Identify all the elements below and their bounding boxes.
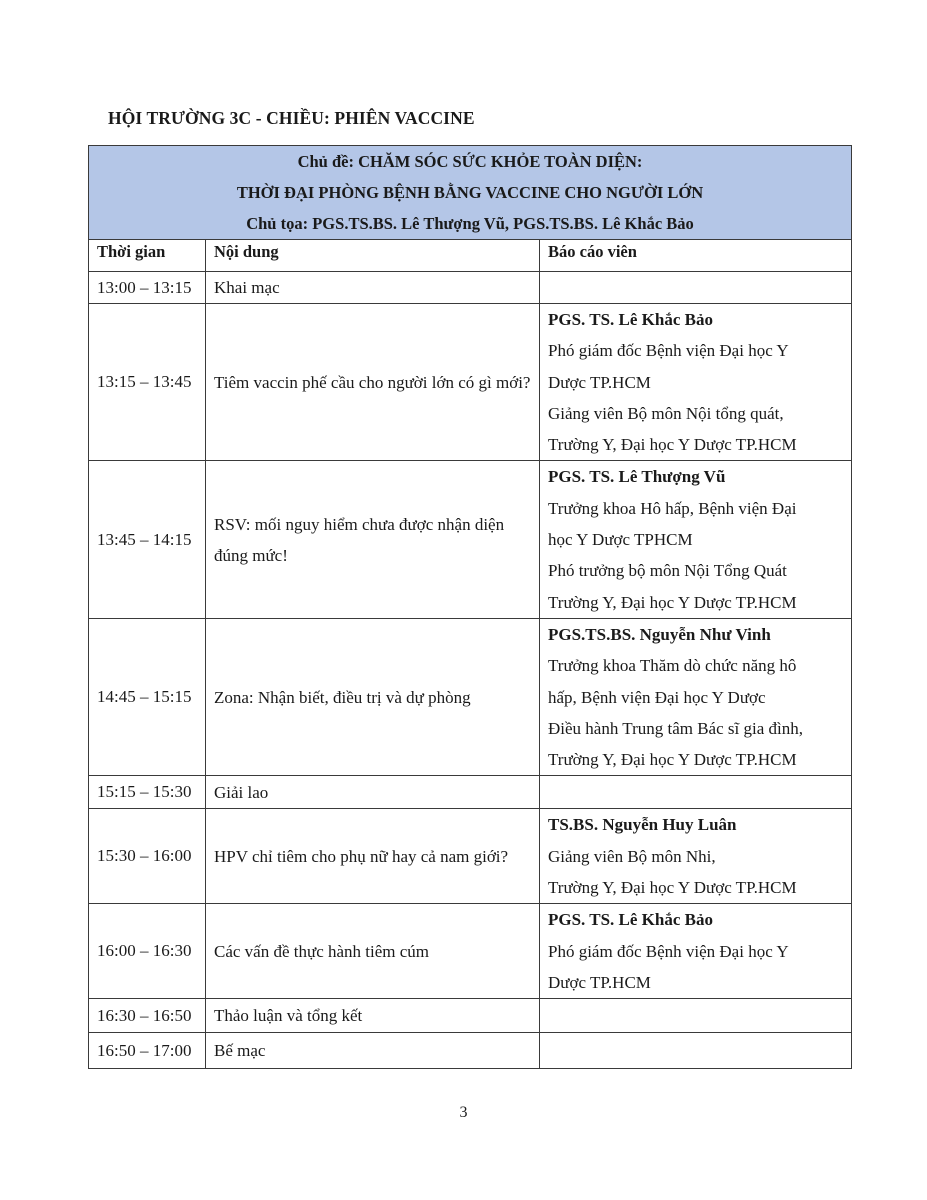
speaker-title-line: Trưởng khoa Hô hấp, Bệnh viện Đại [548, 498, 797, 518]
speaker-cell [540, 461, 852, 618]
speaker-cell [540, 809, 852, 904]
column-header-speaker: Báo cáo viên [540, 240, 852, 272]
speaker-title-line: Phó giám đốc Bệnh viện Đại học Y [548, 341, 789, 361]
table-header-row [89, 240, 852, 272]
speaker-cell [540, 776, 852, 809]
content-cell: HPV chỉ tiêm cho phụ nữ hay cả nam giới? [206, 809, 540, 904]
content-cell: Thảo luận và tổng kết [206, 999, 540, 1033]
speaker-name: PGS. TS. Lê Khắc Bảo [548, 310, 713, 329]
speaker-title-line: Trường Y, Đại học Y Dược TP.HCM [548, 592, 797, 612]
speaker-cell [540, 999, 852, 1033]
time-cell: 16:50 – 17:00 [89, 1033, 206, 1069]
speaker-title-line: Dược TP.HCM [548, 972, 651, 992]
speaker-name: PGS. TS. Lê Thượng Vũ [548, 467, 726, 487]
time-cell: 16:00 – 16:30 [89, 904, 206, 999]
content-cell: Bế mạc [206, 1033, 540, 1069]
content-cell: Zona: Nhận biết, điều trị và dự phòng [206, 618, 540, 775]
column-header-time: Thời gian [89, 240, 206, 272]
speaker-title-line: Dược TP.HCM [548, 372, 651, 392]
table-row [89, 776, 852, 809]
topic-subtitle: THỜI ĐẠI PHÒNG BỆNH BẰNG VACCINE CHO NGƯỜI LỚN [236, 183, 704, 202]
content-cell: Tiêm vaccin phế cầu cho người lớn có gì mới? [206, 304, 540, 461]
time-cell: 16:30 – 16:50 [89, 999, 206, 1033]
table-row [89, 272, 852, 304]
time-cell: 15:30 – 16:00 [89, 809, 206, 904]
speaker-cell [540, 904, 852, 999]
column-header-content: Nội dung [206, 240, 540, 272]
table-row [89, 1033, 852, 1069]
speaker-title-line: Trưởng khoa Thăm dò chức năng hô [548, 656, 797, 676]
content-cell: Các vấn đề thực hành tiêm cúm [206, 904, 540, 999]
speaker-title-line: Trường Y, Đại học Y Dược TP.HCM [548, 750, 797, 770]
speaker-title-line: Trường Y, Đại học Y Dược TP.HCM [548, 878, 797, 898]
speaker-cell [540, 1033, 852, 1069]
table-row [89, 618, 852, 775]
speaker-title-line: Điều hành Trung tâm Bác sĩ gia đình, [548, 718, 803, 738]
speaker-name: PGS.TS.BS. Nguyễn Như Vinh [548, 624, 771, 644]
speaker-cell [540, 618, 852, 775]
chairs-line: Chủ tọa: PGS.TS.BS. Lê Thượng Vũ, PGS.TS.BS. Lê Khắc Bảo [246, 214, 694, 233]
speaker-name: PGS. TS. Lê Khắc Bảo [548, 910, 713, 930]
speaker-title-line: Phó giám đốc Bệnh viện Đại học Y [548, 941, 789, 961]
topic-line: Chủ đề: CHĂM SÓC SỨC KHỎE TOÀN DIỆN: [297, 152, 643, 171]
speaker-title-line: Trường Y, Đại học Y Dược TP.HCM [548, 435, 797, 455]
topic-banner [89, 146, 852, 240]
time-cell: 13:45 – 14:15 [89, 461, 206, 618]
speaker-title-line: Giảng viên Bộ môn Nhi, [548, 846, 716, 866]
time-cell: 13:00 – 13:15 [89, 272, 206, 304]
session-heading: HỘI TRƯỜNG 3C - CHIỀU: PHIÊN VACCINE [108, 108, 475, 128]
content-cell: Khai mạc [206, 272, 540, 304]
time-cell: 15:15 – 15:30 [89, 776, 206, 809]
speaker-title-line: Phó trưởng bộ môn Nội Tổng Quát [548, 561, 787, 581]
table-row [89, 461, 852, 618]
table-row [89, 809, 852, 904]
speaker-name: TS.BS. Nguyễn Huy Luân [548, 815, 737, 835]
time-cell: 13:15 – 13:45 [89, 304, 206, 461]
content-cell: Giải lao [206, 776, 540, 809]
table-row [89, 304, 852, 461]
table-row [89, 999, 852, 1033]
speaker-title-line: hấp, Bệnh viện Đại học Y Dược [548, 687, 766, 707]
time-cell: 14:45 – 15:15 [89, 618, 206, 775]
speaker-title-line: học Y Dược TPHCM [548, 530, 693, 550]
page-number: 3 [459, 1104, 468, 1121]
content-cell: RSV: mối nguy hiểm chưa được nhận diện đúng mức! [206, 461, 540, 618]
program-table [88, 145, 852, 1069]
table-row [89, 904, 852, 999]
speaker-cell [540, 304, 852, 461]
speaker-title-line: Giảng viên Bộ môn Nội tổng quát, [548, 403, 784, 423]
speaker-cell [540, 272, 852, 304]
